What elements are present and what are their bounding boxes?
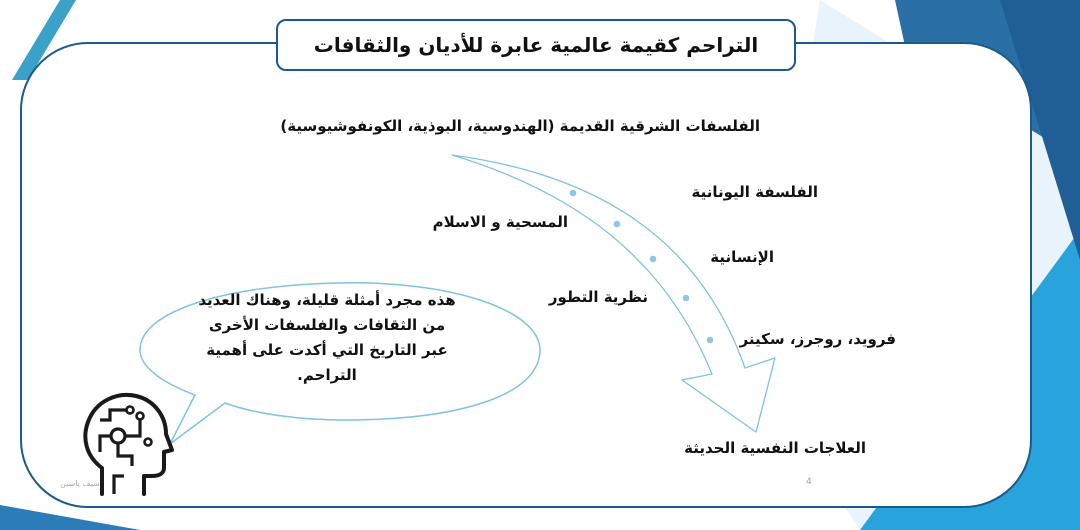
flow-dot <box>570 190 577 197</box>
flow-dot <box>614 221 621 228</box>
flow-dot <box>683 295 690 302</box>
page-number: 4 <box>806 477 812 487</box>
flow-right-item-3: فرويد، روجرز، سكينر <box>739 330 896 348</box>
callout-text: هذه مجرد أمثلة قليلة، وهناك العديد من الثقافات والفلسفات الأخرى عبر التاريخ التي أكدت على أهمية التراحم. <box>198 291 456 384</box>
flow-right-item-2: الإنسانية <box>710 248 774 266</box>
flow-left-item-2: نظرية التطور <box>548 288 648 306</box>
flow-right-item-1: الفلسفة اليونانية <box>691 183 818 201</box>
flow-end-label: العلاجات النفسية الحديثة <box>684 439 866 457</box>
flow-start-label: الفلسفات الشرقية القديمة (الهندوسية، البوذية، الكونفوشيوسية) <box>280 117 760 135</box>
slide-title: التراحم كقيمة عالمية عابرة للأديان والثقافات <box>313 33 759 57</box>
flow-dot <box>650 256 657 263</box>
watermark: سيف ياسين <box>60 479 100 488</box>
flow-dot <box>707 337 714 344</box>
flow-left-item-1: المسحية و الاسلام <box>432 213 568 231</box>
